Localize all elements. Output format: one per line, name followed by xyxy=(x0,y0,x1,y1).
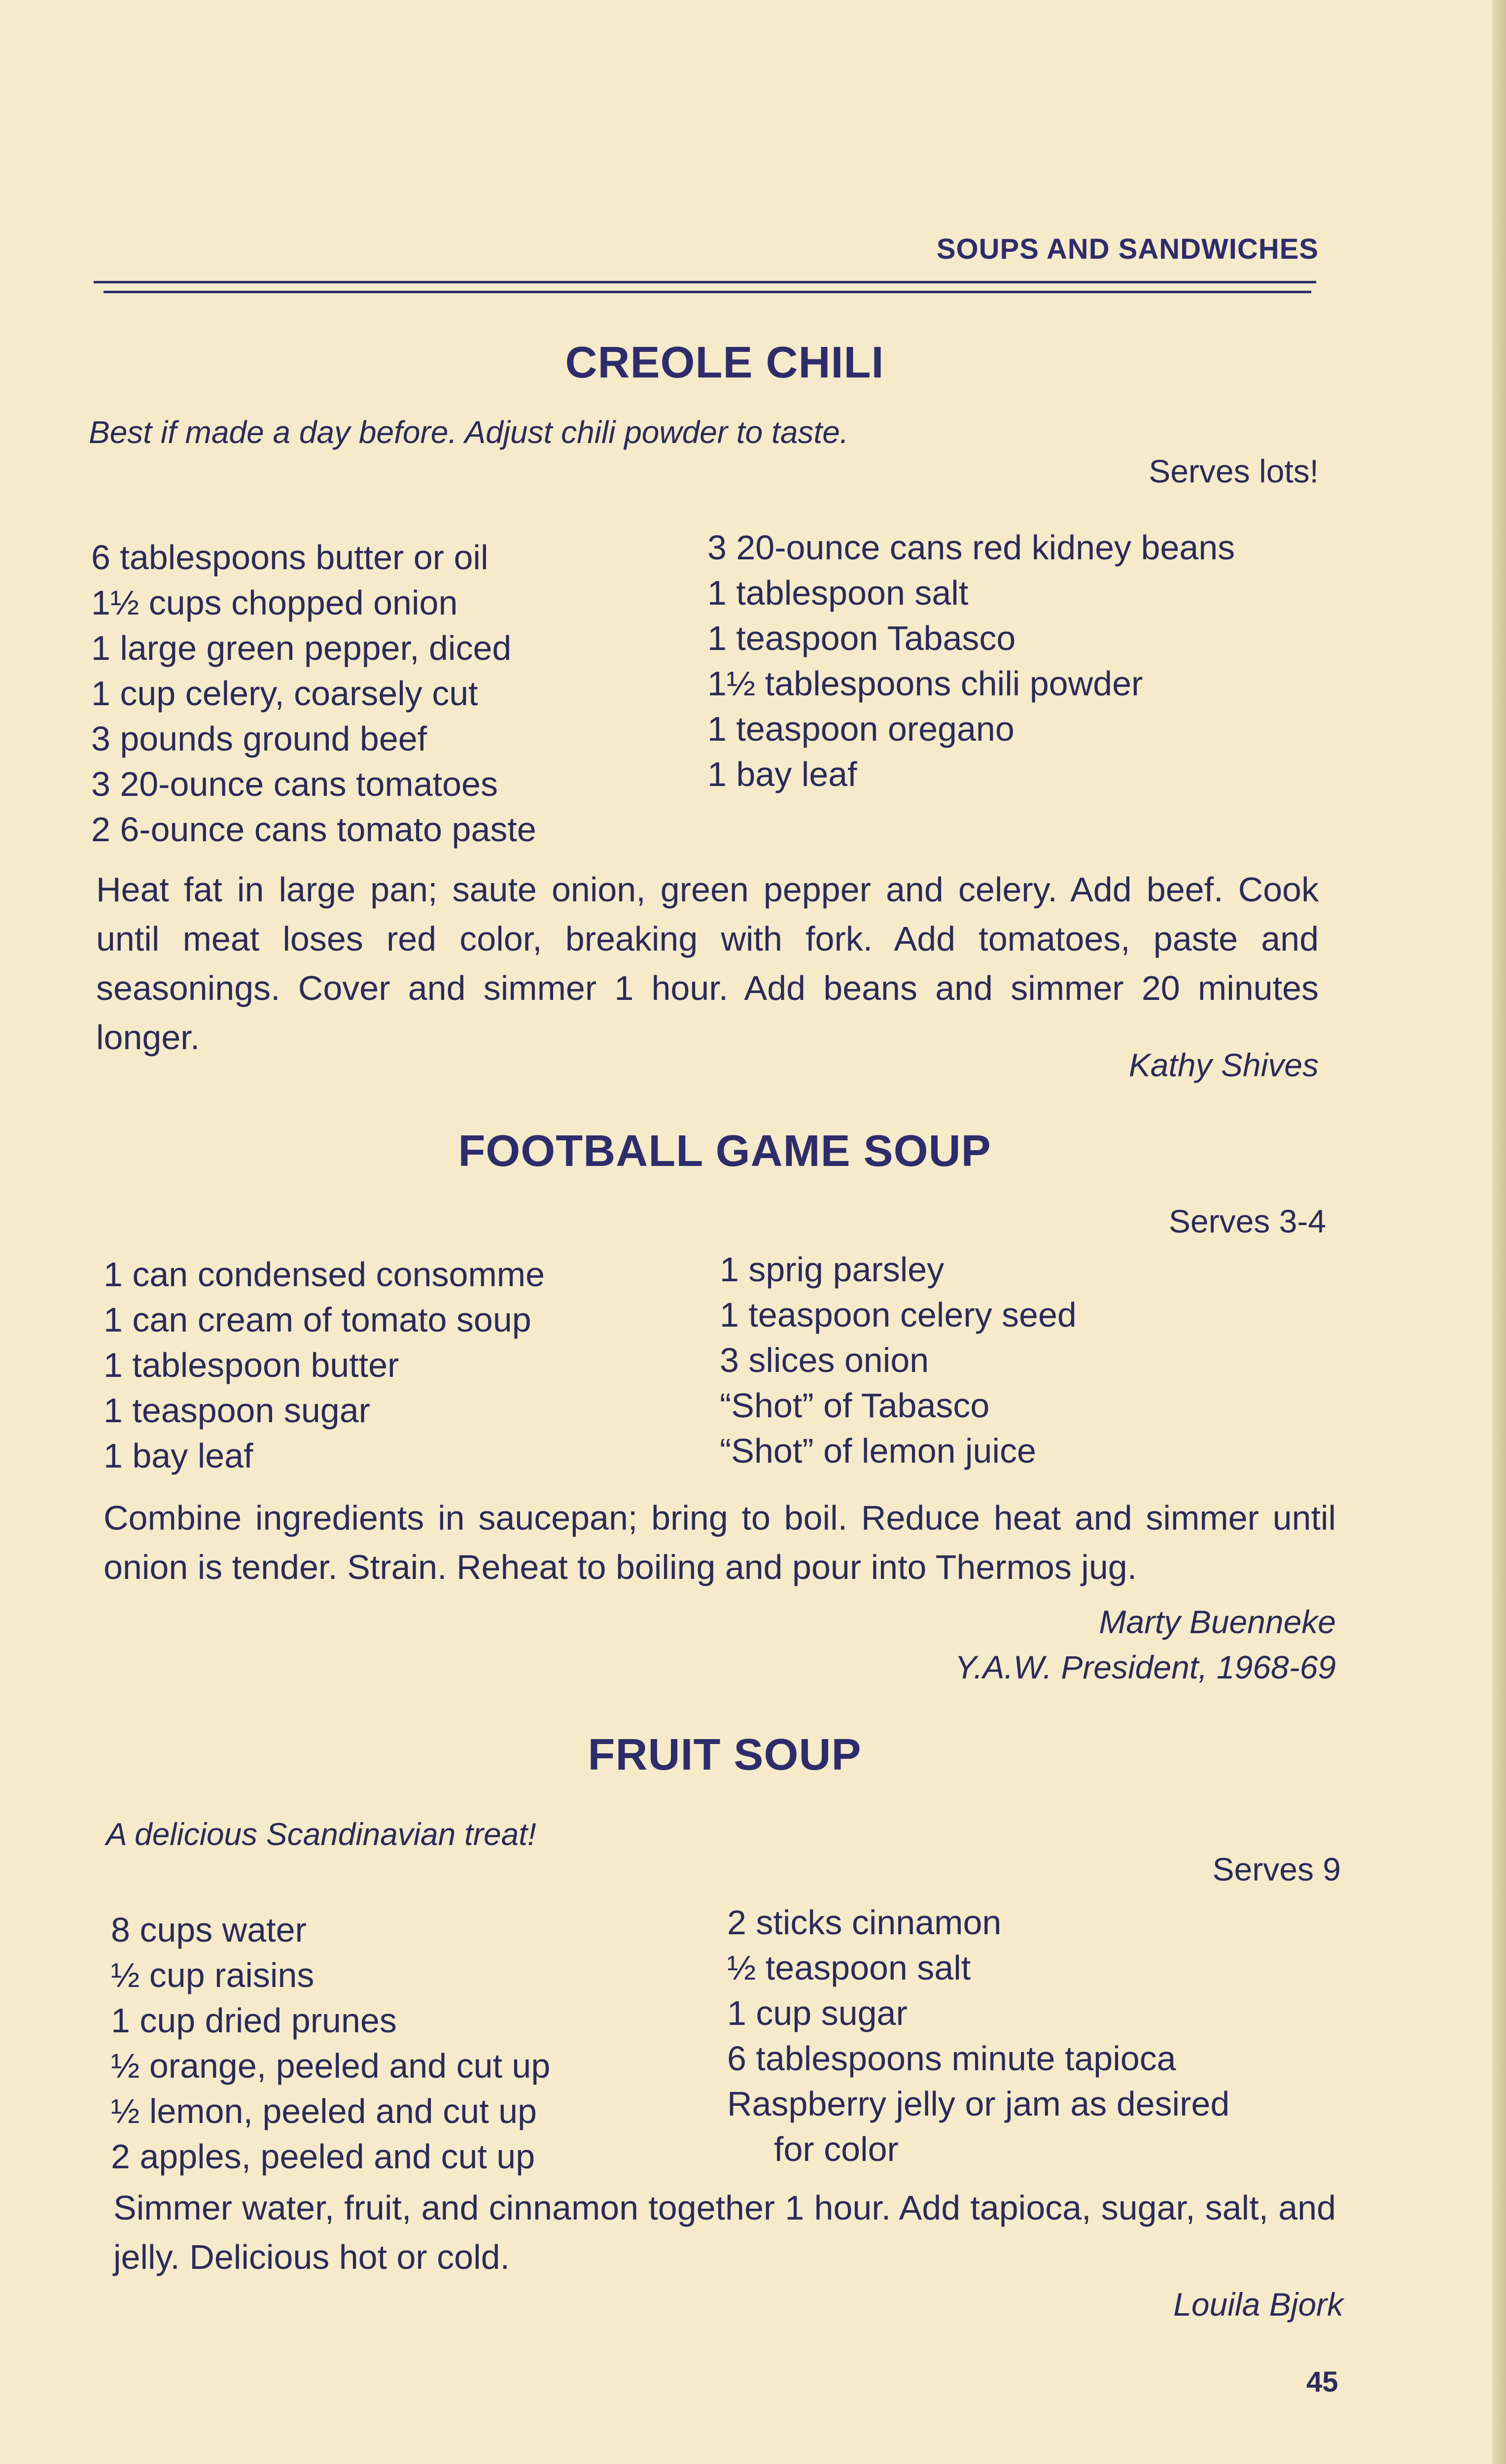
ingredient: 1 cup celery, coarsely cut xyxy=(91,674,478,713)
ingredient: 1 large green pepper, diced xyxy=(91,629,512,667)
ingredient: 1½ cups chopped onion xyxy=(91,583,458,622)
header-rule-top xyxy=(94,281,1316,283)
directions-football-game-soup: Combine ingredients in saucepan; bring to boil. Reduce heat and simmer until onion is tender. Strain. Reheat to boiling and pour into Thermos jug. xyxy=(104,1499,1336,1586)
recipe-title-fruit-soup: FRUIT SOUP xyxy=(588,1730,862,1780)
author-title: Y.A.W. President, 1968-69 xyxy=(955,1649,1336,1685)
directions-fruit-soup: Simmer water, fruit, and cinnamon together 1 hour. Add tapioca, sugar, salt, and jelly. Delicious hot or cold. xyxy=(113,2189,1336,2276)
ingredient: 1 tablespoon butter xyxy=(104,1346,399,1384)
ingredient: 6 tablespoons butter or oil xyxy=(91,538,489,577)
ingredients-left-fruit-soup xyxy=(111,1907,550,2179)
ingredient: “Shot” of lemon juice xyxy=(720,1432,1036,1470)
ingredient: 1 tablespoon salt xyxy=(707,574,969,612)
ingredient: 3 20-ounce cans tomatoes xyxy=(91,765,498,803)
author-name: Louila Bjork xyxy=(1173,2286,1343,2323)
ingredient: 6 tablespoons minute tapioca xyxy=(727,2039,1176,2078)
ingredient: 8 cups water xyxy=(111,1911,307,1949)
ingredient: 1 cup dried prunes xyxy=(111,2001,397,2040)
serves-fruit-soup: Serves 9 xyxy=(1212,1851,1341,1887)
author-name: Marty Buenneke xyxy=(1099,1604,1336,1640)
author-fruit-soup xyxy=(1173,2282,1343,2327)
directions-creole-chili: Heat fat in large pan; saute onion, green pepper and celery. Add beef. Cook until meat loses red color, breaking with fork. Add tomatoes, paste and seasonings. Cover and simmer 1 hour. Add beans and simmer 20 minutes longer. xyxy=(96,870,1319,1057)
ingredients-left-creole-chili xyxy=(91,535,536,852)
ingredients-right-creole-chili xyxy=(707,525,1235,797)
ingredient: “Shot” of Tabasco xyxy=(720,1386,990,1425)
ingredient: 3 20-ounce cans red kidney beans xyxy=(707,528,1235,567)
ingredients-right-fruit-soup xyxy=(727,1900,1229,2172)
ingredient: ½ lemon, peeled and cut up xyxy=(111,2092,537,2130)
ingredient: 2 sticks cinnamon xyxy=(727,1903,1002,1942)
ingredients-left-football-game-soup xyxy=(104,1252,545,1478)
page-number: 45 xyxy=(1306,2366,1338,2398)
ingredient: 3 pounds ground beef xyxy=(91,719,427,758)
serves-football-game-soup: Serves 3-4 xyxy=(1168,1203,1326,1239)
ingredient: 1 sprig parsley xyxy=(720,1250,945,1289)
recipe-title-creole-chili: CREOLE CHILI xyxy=(565,338,884,387)
author-football-game-soup xyxy=(955,1599,1336,1690)
ingredient: 1 cup sugar xyxy=(727,1994,908,2032)
ingredient: 1 teaspoon oregano xyxy=(707,710,1015,748)
author-name: Kathy Shives xyxy=(1128,1047,1319,1083)
ingredient: ½ cup raisins xyxy=(111,1956,315,1994)
ingredient: 3 slices onion xyxy=(720,1341,929,1379)
ingredient: ½ orange, peeled and cut up xyxy=(111,2047,551,2085)
ingredient: 2 6-ounce cans tomato paste xyxy=(91,810,536,849)
header-rule-bottom xyxy=(104,291,1311,293)
serves-creole-chili: Serves lots! xyxy=(1149,453,1319,489)
ingredient: 1 teaspoon sugar xyxy=(104,1391,370,1430)
ingredient: Raspberry jelly or jam as desired xyxy=(727,2085,1230,2123)
ingredient: 1 bay leaf xyxy=(104,1437,253,1475)
ingredient: 1 teaspoon Tabasco xyxy=(707,619,1016,657)
ingredient: for color xyxy=(774,2130,899,2168)
recipe-title-football-game-soup: FOOTBALL GAME SOUP xyxy=(458,1127,991,1176)
ingredient: 1 bay leaf xyxy=(707,755,857,793)
page-binding-edge xyxy=(1492,0,1506,2464)
section-header: SOUPS AND SANDWICHES xyxy=(936,233,1319,265)
ingredient: 2 apples, peeled and cut up xyxy=(111,2137,535,2176)
recipe-intro-creole-chili: Best if made a day before. Adjust chili powder to taste. xyxy=(89,414,849,450)
ingredient: ½ teaspoon salt xyxy=(727,1949,971,1987)
ingredient: 1 can cream of tomato soup xyxy=(104,1300,531,1339)
ingredient: 1 can condensed consomme xyxy=(104,1255,545,1294)
ingredients-right-football-game-soup xyxy=(720,1247,1077,1473)
ingredient: 1½ tablespoons chili powder xyxy=(707,664,1143,703)
author-creole-chili xyxy=(1129,1042,1319,1088)
recipe-intro-fruit-soup: A delicious Scandinavian treat! xyxy=(106,1816,536,1852)
ingredient: 1 teaspoon celery seed xyxy=(720,1296,1077,1334)
